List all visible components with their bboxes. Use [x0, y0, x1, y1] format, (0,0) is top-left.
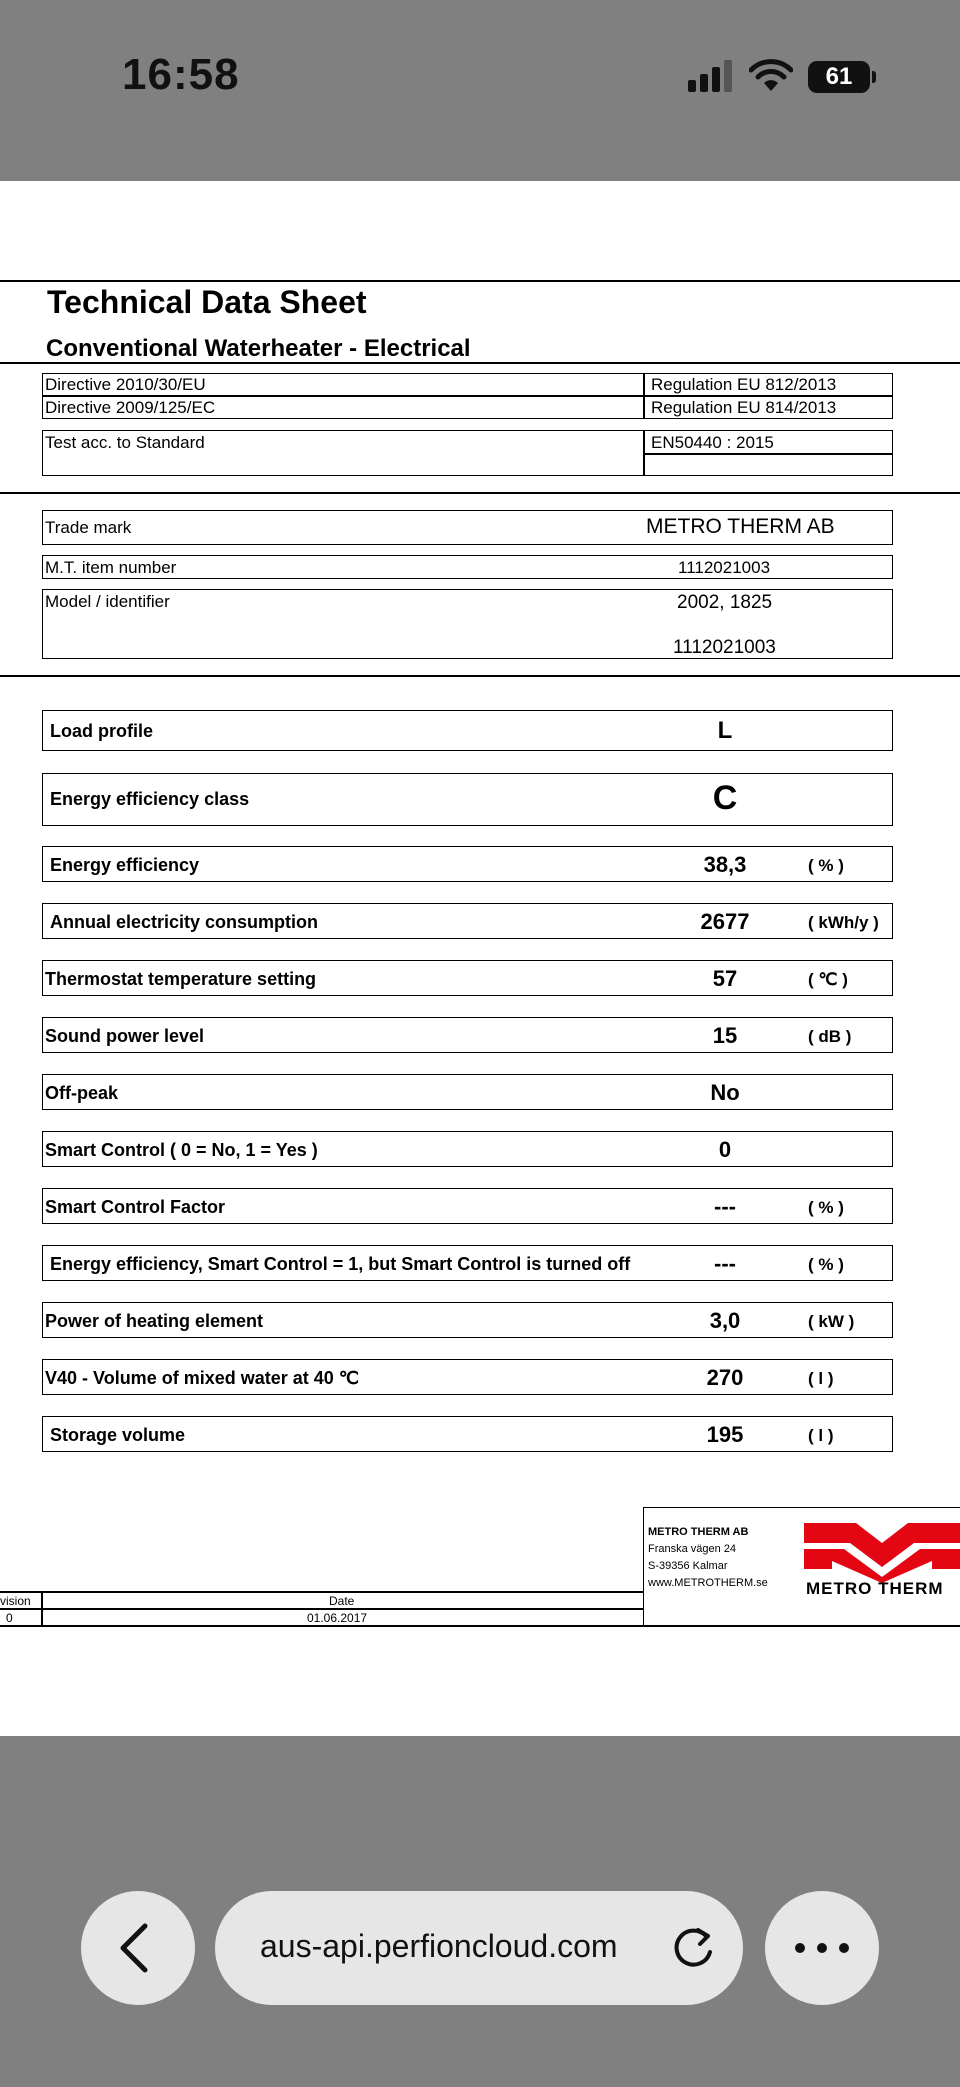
row-unit: ( dB )	[808, 1027, 852, 1046]
metro-therm-logo-icon	[804, 1523, 960, 1583]
reload-icon[interactable]	[668, 1922, 718, 1974]
row-value: 3,0	[709, 1308, 741, 1333]
directive-1: Directive 2010/30/EU	[45, 375, 206, 394]
status-bar	[0, 0, 960, 181]
footer-rule	[0, 1591, 643, 1593]
row-value: L	[717, 717, 733, 744]
revision-value: 0	[6, 1611, 13, 1625]
regulation-1: Regulation EU 812/2013	[651, 375, 837, 394]
footer-rule	[0, 1608, 643, 1610]
row-label: Thermostat temperature setting	[45, 969, 317, 989]
table-rule	[643, 373, 645, 419]
divider	[0, 675, 960, 677]
row-unit: ( l )	[808, 1369, 834, 1388]
more-button[interactable]	[765, 1891, 879, 2005]
page-subtitle: Conventional Waterheater - Electrical	[46, 335, 471, 362]
footer-rule	[41, 1591, 43, 1625]
table-rule	[42, 395, 893, 397]
row-unit: ( l )	[808, 1426, 834, 1445]
trade-mark-label: Trade mark	[45, 518, 132, 537]
model-label: Model / identifier	[45, 592, 170, 611]
row-unit: ( kWh/y )	[808, 913, 879, 932]
company-city: S-39356 Kalmar	[648, 1560, 728, 1572]
row-value: 270	[706, 1365, 744, 1390]
row-value: 57	[712, 966, 738, 991]
regulation-2: Regulation EU 814/2013	[651, 398, 837, 417]
row-label: Annual electricity consumption	[50, 912, 319, 932]
row-unit: ( % )	[808, 1255, 844, 1274]
directive-2: Directive 2009/125/EC	[45, 398, 216, 417]
url-text[interactable]: aus-api.perfioncloud.com	[260, 1928, 618, 1964]
row-label: Energy efficiency	[50, 855, 200, 875]
row-value: 195	[706, 1422, 744, 1447]
row-label: Off-peak	[45, 1083, 119, 1103]
table-rule	[643, 453, 893, 455]
model-value-1: 2002, 1825	[677, 592, 773, 613]
battery-icon: 61	[808, 61, 870, 93]
row-unit: ( % )	[808, 1198, 844, 1217]
document-page	[0, 181, 960, 1736]
company-name: METRO THERM AB	[648, 1526, 749, 1538]
test-standard-label: Test acc. to Standard	[45, 433, 205, 452]
company-website: www.METROTHERM.se	[648, 1577, 768, 1589]
row-label: Power of heating element	[45, 1311, 264, 1331]
logo-text: METRO THERM	[806, 1579, 944, 1598]
chevron-left-icon	[81, 1891, 195, 2005]
row-unit: ( kW )	[808, 1312, 855, 1331]
revision-label: vision	[0, 1594, 31, 1608]
divider	[0, 280, 960, 282]
row-value: 2677	[700, 909, 750, 934]
item-number-value: 1112021003	[678, 558, 771, 577]
row-value: No	[710, 1080, 740, 1105]
trade-mark-value: METRO THERM AB	[646, 515, 835, 538]
row-label: Storage volume	[50, 1425, 186, 1445]
more-icon	[765, 1891, 879, 2005]
row-value: 38,3	[703, 852, 747, 877]
page-title: Technical Data Sheet	[47, 284, 367, 320]
date-value: 01.06.2017	[307, 1611, 368, 1625]
row-label: Smart Control ( 0 = No, 1 = Yes )	[45, 1140, 318, 1160]
divider	[0, 492, 960, 494]
battery-tip	[872, 71, 876, 83]
row-unit: ( % )	[808, 856, 844, 875]
item-number-label: M.T. item number	[45, 558, 177, 577]
row-label: V40 - Volume of mixed water at 40 ℃	[45, 1368, 359, 1388]
date-label: Date	[329, 1594, 355, 1608]
row-unit: ( ℃ )	[808, 970, 848, 989]
company-street: Franska vägen 24	[648, 1543, 737, 1555]
row-label: Sound power level	[45, 1026, 205, 1046]
cellular-signal-icon	[688, 60, 732, 92]
row-label: Smart Control Factor	[45, 1197, 226, 1217]
wifi-icon	[749, 58, 793, 92]
row-label: Energy efficiency, Smart Control = 1, but Smart Control is turned off	[50, 1254, 631, 1274]
row-value: ---	[714, 1194, 736, 1219]
back-button[interactable]	[81, 1891, 195, 2005]
row-label: Load profile	[50, 721, 153, 741]
model-value-2: 1112021003	[673, 637, 776, 658]
row-value: 0	[718, 1137, 732, 1162]
divider	[0, 362, 960, 364]
row-value: 15	[712, 1023, 738, 1048]
row-value: ---	[714, 1251, 736, 1276]
row-label: Energy efficiency class	[50, 789, 250, 809]
row-value: C	[712, 779, 738, 817]
clock: 16:58	[122, 50, 240, 99]
test-standard-value: EN50440 : 2015	[651, 433, 774, 452]
